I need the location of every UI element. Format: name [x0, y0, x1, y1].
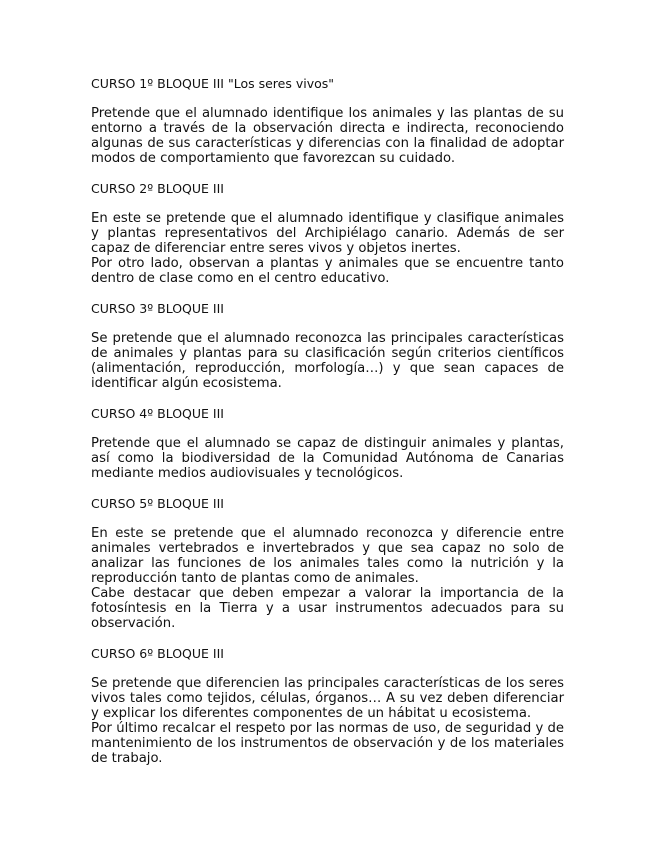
section-heading: CURSO 1º BLOQUE III "Los seres vivos": [91, 76, 334, 91]
paragraph-text: Cabe destacar que deben empezar a valorar la importancia de la fotosíntesis en la Tierra y a usar instrumentos adecuados para su observación.: [91, 586, 564, 631]
section-paragraph: [91, 106, 564, 166]
section-paragraph: [91, 331, 564, 391]
section-paragraph: [91, 211, 564, 286]
section-heading: CURSO 4º BLOQUE III: [91, 406, 224, 421]
section-heading: CURSO 3º BLOQUE III: [91, 301, 224, 316]
section-curso-2: [91, 181, 564, 286]
paragraph-text: En este se pretende que el alumnado reconozca y diferencie entre animales vertebrados e invertebrados y que sea capaz no solo de analizar las funciones de los animales tales como la nutrición y la reproducción tanto de plantas como de animales.: [91, 526, 564, 586]
section-heading: CURSO 5º BLOQUE III: [91, 496, 224, 511]
paragraph-text: Se pretende que diferencien las principales características de los seres vivos tales como tejidos, células, órganos… A su vez deben diferenciar y explicar los diferentes componentes de un hábitat u ecosistema.: [91, 676, 564, 721]
section-heading: CURSO 6º BLOQUE III: [91, 646, 224, 661]
paragraph-text: Por otro lado, observan a plantas y animales que se encuentre tanto dentro de clase como en el centro educativo.: [91, 256, 564, 286]
paragraph-text: Se pretende que el alumnado reconozca las principales características de animales y plantas para su clasificación según criterios científicos (alimentación, reproducción, morfología…) y que sean capaces de identificar algún ecosistema.: [91, 331, 564, 391]
paragraph-text: Pretende que el alumnado se capaz de distinguir animales y plantas, así como la biodiversidad de la Comunidad Autónoma de Canarias mediante medios audiovisuales y tecnológicos.: [91, 436, 564, 481]
section-paragraph: [91, 436, 564, 481]
section-paragraph: [91, 526, 564, 631]
section-curso-5: [91, 496, 564, 631]
paragraph-text: Pretende que el alumnado identifique los animales y las plantas de su entorno a través de la observación directa e indirecta, reconociendo algunas de sus características y diferencias con la finalidad de adoptar modos de comportamiento que favorezcan su cuidado.: [91, 106, 564, 166]
paragraph-text: En este se pretende que el alumnado identifique y clasifique animales y plantas representativos del Archipiélago canario. Además de ser capaz de diferenciar entre seres vivos y objetos inertes.: [91, 211, 564, 256]
paragraph-text: Por último recalcar el respeto por las normas de uso, de seguridad y de mantenimiento de los instrumentos de observación y de los materiales de trabajo.: [91, 721, 564, 766]
section-curso-4: [91, 406, 564, 481]
section-curso-1: [91, 76, 564, 166]
section-curso-6: [91, 646, 564, 766]
section-paragraph: [91, 676, 564, 766]
section-curso-3: [91, 301, 564, 391]
section-heading: CURSO 2º BLOQUE III: [91, 181, 224, 196]
